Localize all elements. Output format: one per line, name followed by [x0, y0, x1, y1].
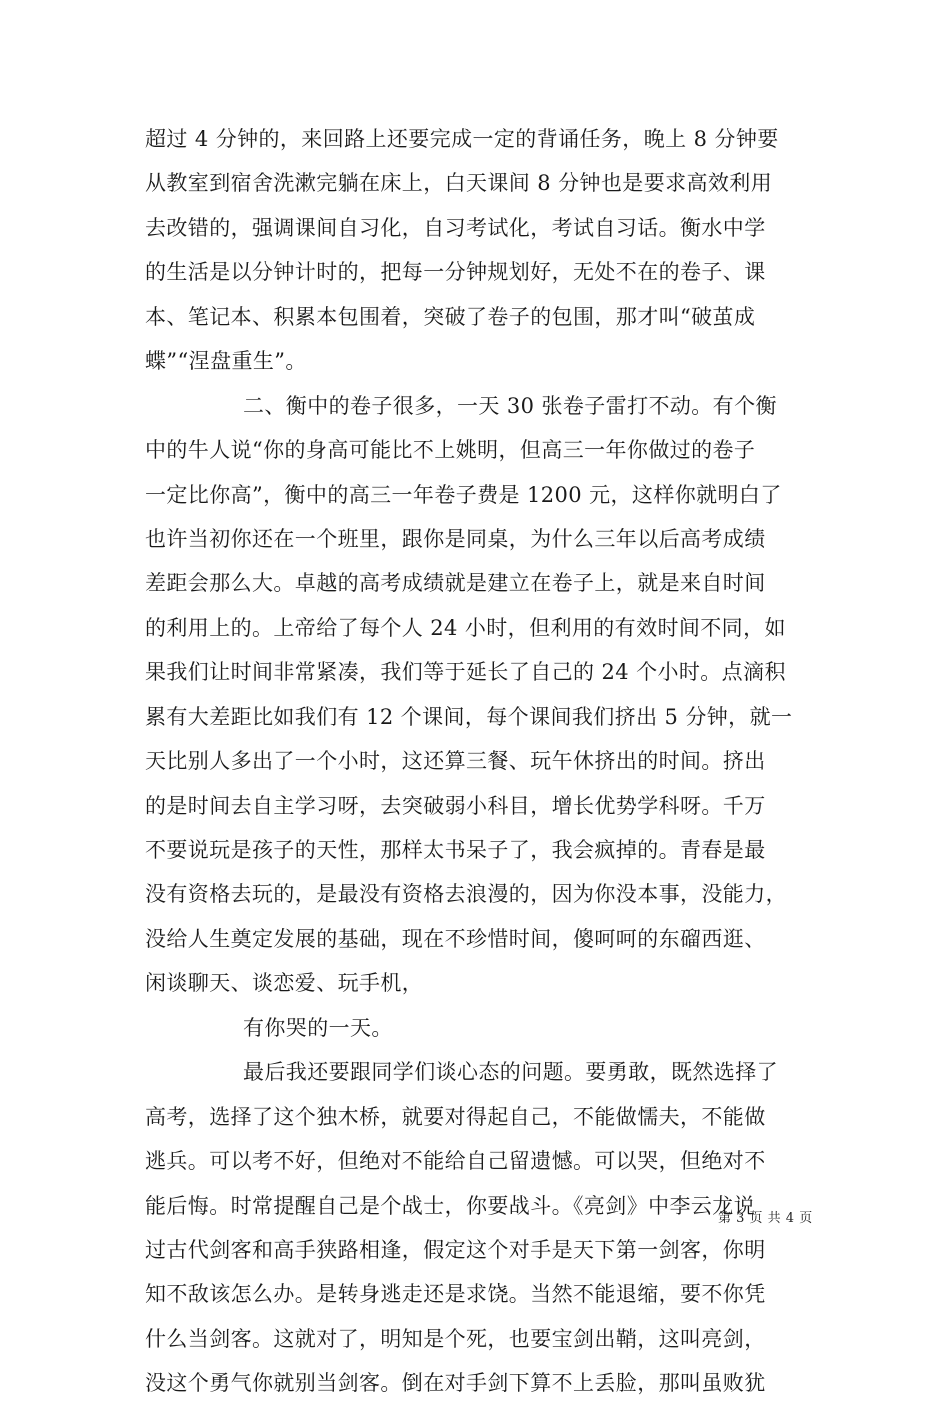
text-line: 没这个勇气你就别当剑客。倒在对手剑下算不上丢脸，那叫虽败犹: [145, 1371, 766, 1396]
text-line: 果我们让时间非常紧凑，我们等于延长了自己的 24 个小时。点滴积: [145, 660, 786, 685]
text-line: 蝶”“涅盘重生”。: [145, 349, 307, 374]
text-line: 不要说玩是孩子的天性，那样太书呆子了，我会疯掉的。青春是最: [145, 838, 766, 862]
page-number-footer: 第 3 页 共 4 页: [718, 1211, 813, 1226]
text-line: 没有资格去玩的，是最没有资格去浪漫的，因为你没本事，没能力，: [145, 882, 787, 907]
text-line: 天比别人多出了一个小时，这还算三餐、玩午休挤出的时间。挤出: [145, 749, 766, 774]
text-line: 的利用上的。上帝给了每个人 24 小时，但利用的有效时间不同，如: [145, 615, 786, 640]
text-line: 累有大差距比如我们有 12 个课间，每个课间我们挤出 5 分钟，就一: [145, 704, 793, 729]
text-line: 没给人生奠定发展的基础，现在不珍惜时间，傻呵呵的东磂西逛、: [145, 926, 766, 951]
text-line: 高考，选择了这个独木桥，就要对得起自己，不能做懦夫，不能做: [145, 1104, 766, 1129]
paragraph-start-line: 二、衡中的卷子很多，一天 30 张卷子雷打不动。有个衡: [243, 393, 777, 418]
text-line: 超过 4 分钟的，来回路上还要完成一定的背诵任务，晚上 8 分钟要: [145, 127, 779, 151]
text-line: 本、笔记本、积累本包围着，突破了卷子的包围，那才叫“破茧成: [145, 304, 756, 329]
paragraph-start-line: 最后我还要跟同学们谈心态的问题。要勇敢，既然选择了: [243, 1060, 778, 1085]
text-line: 一定比你高”，衡中的高三一年卷子费是 1200 元，这样你就明白了: [145, 482, 782, 507]
paragraph-start-line: 有你哭的一天。: [243, 1015, 393, 1040]
text-line: 能后悔。时常提醒自己是个战士，你要战斗。《亮剑》中李云龙说: [145, 1193, 756, 1218]
text-line: 去改错的，强调课间自习化，自习考试化，考试自习话。衡水中学: [145, 215, 766, 240]
text-line: 的生活是以分钟计时的，把每一分钟规划好，无处不在的卷子、课: [145, 260, 766, 285]
text-line: 中的牛人说“你的身高可能比不上姚明，但高三一年你做过的卷子: [145, 438, 756, 463]
text-line: 的是时间去自主学习呀，去突破弱小科目，增长优势学科呀。千万: [145, 793, 766, 818]
text-line: 逃兵。可以考不好，但绝对不能给自己留遗憾。可以哭，但绝对不: [145, 1149, 766, 1174]
text-line: 也许当初你还在一个班里，跟你是同桌，为什么三年以后高考成绩: [145, 526, 766, 551]
text-line: 闲谈聊天、谈恋爱、玩手机，: [145, 971, 424, 996]
text-line: 知不敌该怎么办。是转身逃走还是求饶。当然不能退缩，要不你凭: [145, 1282, 766, 1307]
text-line: 差距会那么大。卓越的高考成绩就是建立在卷子上，就是来自时间: [145, 571, 766, 596]
body-text: [145, 117, 817, 1406]
text-line: 过古代剑客和高手狭路相逢，假定这个对手是天下第一剑客，你明: [145, 1237, 766, 1262]
text-line: 什么当剑客。这就对了，明知是个死，也要宝剑出鞘，这叫亮剑，: [145, 1326, 766, 1351]
text-line: 从教室到宿舍洗漱完躺在床上，白天课间 8 分钟也是要求高效利用: [145, 171, 773, 196]
